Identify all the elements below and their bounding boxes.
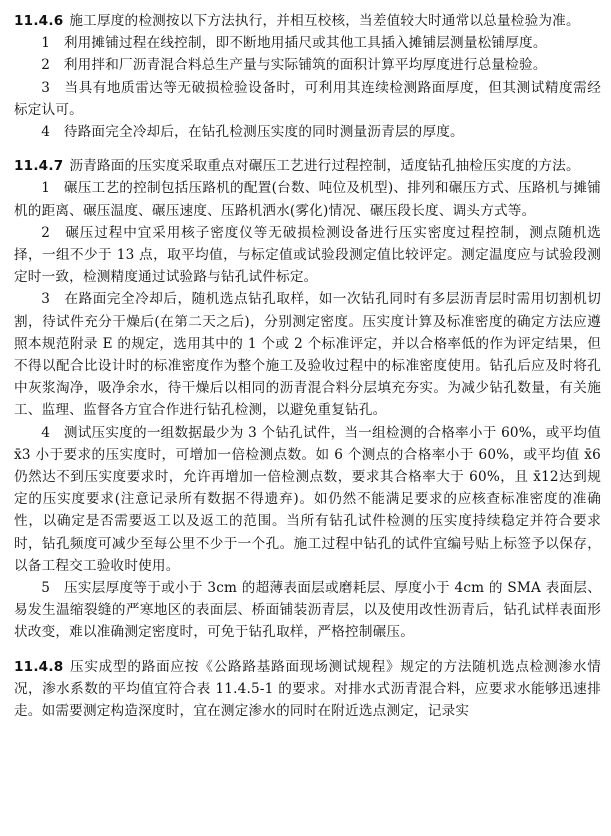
section-heading <box>14 656 601 723</box>
list-item: 2 碾压过程中宜采用核子密度仪等无破损检测设备进行压实密度过程控制，测点随机选择，一组不少于 13 点，取平均值，与标定值或试验段测定值比较评定。测定温度应与试验段测定时一致，检测精度通过试验路与钻孔试件标定。 <box>14 224 601 286</box>
list-item: 1 碾压工艺的控制包括压路机的配置(台数、吨位及机型)、排列和碾压方式、压路机与摊铺机的距离、碾压温度、碾压速度、压路机洒水(雾化)情况、碾压段长度、调头方式等。 <box>14 180 601 219</box>
section-number: 11.4.7 <box>14 158 64 175</box>
section-11-4-7 <box>14 155 601 643</box>
section-text: 压实成型的路面应按《公路路基路面现场测试规程》规定的方法随机选点检测渗水情况，渗水系数的平均值宜符合表 11.4.5-1 的要求。对排水式沥青混合料，应要求水能够迅速排走。如需要测定构造深度时，宜在测定渗水的同时在附近选点测定，记录实 <box>14 658 601 720</box>
list-item: 1 利用摊铺过程在线控制，即不断地用插尺或其他工具插入摊铺层测量松铺厚度。 <box>41 35 547 52</box>
section-number: 11.4.8 <box>14 658 64 675</box>
list-item: 2 利用拌和厂沥青混合料总生产量与实际铺筑的面积计算平均厚度进行总量检验。 <box>41 57 547 74</box>
section-number: 11.4.6 <box>14 13 64 29</box>
section-text: 沥青路面的压实度采取重点对碾压工艺进行过程控制，适度钻孔抽检压实度的方法。 <box>69 158 580 175</box>
list-item: 3 当具有地质雷达等无破损检验设备时，可利用其连续检测路面厚度，但其测试精度需经标定认可。 <box>14 79 601 118</box>
list-item: 4 测试压实度的一组数据最少为 3 个钻孔试件，当一组检测的合格率小于 60%，或平均值 x̄3 小于要求的压实度时，可增加一倍检测点数。如 6 个测点的合格率小于 60%，或平均值 x̄6仍然达不到压实度要求时，允许再增加一倍检测点数，要求其合格率大于 60%，且 x̄12达到规定的压实度要求(注意记录所有数据不得遗弃)。如仍然不能满足要求的应核查标准密度的准确性，以确定是否需要返工以及返工的范围。当所有钻孔试件检测的压实度持续稳定并符合要求时，钻孔频度可减少至每公里不少于一个孔。施工过程中钻孔的试件宜编号贴上标签予以保存，以备工程交工验收时使用。 <box>14 424 601 574</box>
section-11-4-6 <box>14 10 601 143</box>
section-heading <box>14 155 601 177</box>
section-heading <box>14 10 601 32</box>
list-item: 5 压实层厚度等于或小于 3cm 的超薄表面层或磨耗层、厚度小于 4cm 的 SMA 表面层、易发生温缩裂缝的严寒地区的表面层、桥面铺装沥青层，以及使用改性沥青后，钻孔试样表面形状改变，难以准确测定密度时，可免于钻孔取样，严格控制碾压。 <box>14 580 601 641</box>
section-text: 施工厚度的检测按以下方法执行，并相互校核，当差值较大时通常以总量检验为准。 <box>69 13 580 29</box>
section-11-4-8 <box>14 656 601 723</box>
list-item: 4 待路面完全冷却后，在钻孔检测压实度的同时测量沥青层的厚度。 <box>41 124 464 141</box>
list-item: 3 在路面完全冷却后，随机选点钻孔取样，如一次钻孔同时有多层沥青层时需用切割机切割，待试件充分干燥后(在第二天之后)，分别测定密度。压实度计算及标准密度的确定方法应遵照本规范附录 E 的规定，选用其中的 1 个或 2 个标准评定，并以合格率低的作为评定结果，但不得以配合比设计时的标准密度作为整个施工及验收过程中的标准密度使用。钻孔后应及时将孔中灰浆淘净，吸净余水，待干燥后以相同的沥青混合料分层填充夯实。为减少钻孔数量，有关施工、监理、监督各方宜合作进行钻孔检测，以避免重复钻孔。 <box>14 291 601 419</box>
